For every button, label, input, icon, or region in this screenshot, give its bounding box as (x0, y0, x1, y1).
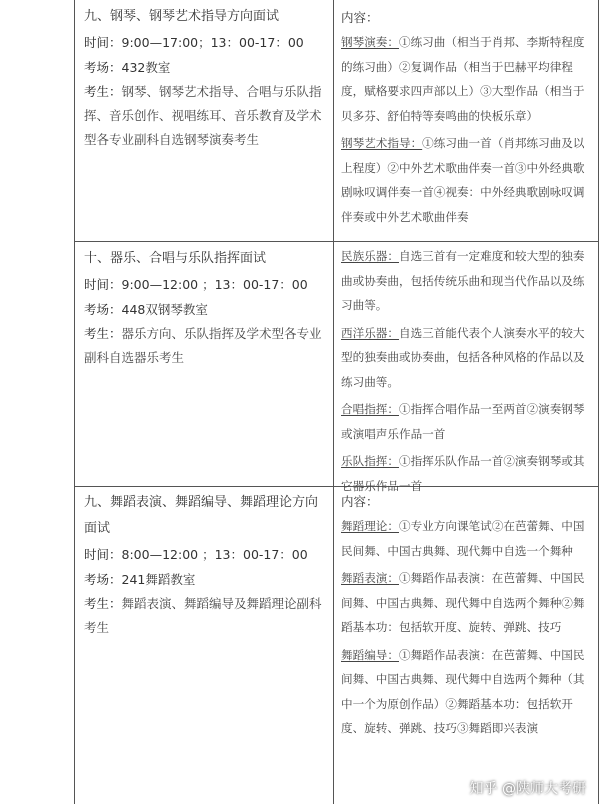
table-border-left (74, 0, 75, 804)
time-value: 9:00—17:00；13：00-17：00 (121, 35, 304, 50)
venue-line: 考场：448双钢琴教室 (84, 302, 208, 317)
item-label: 西洋乐器： (341, 325, 399, 340)
row-divider (74, 241, 599, 242)
venue-value: 241舞蹈教室 (121, 572, 196, 587)
content-item: 合唱指挥：①指挥合唱作品一至两首②演奏钢琴或演唱声乐作品一首 (341, 402, 585, 441)
content-item: 民族乐器：自选三首有一定难度和较大型的独奏曲或协奏曲，包括传统乐曲和现当代作品以及练习曲等。 (341, 249, 585, 312)
item-label: 钢琴演奏： (341, 35, 399, 49)
table-border-right (598, 0, 599, 804)
zhihu-watermark: 知乎 @陕师大考研 (469, 781, 586, 797)
item-label: 舞蹈表演： (341, 571, 399, 585)
section-title: 九、舞蹈表演、舞蹈编导、舞蹈理论方向面试 (84, 495, 319, 536)
candidates-line: 考生：器乐方向、乐队指挥及学术型各专业副科自选器乐考生 (84, 326, 322, 365)
item-label: 钢琴艺术指导： (341, 136, 423, 150)
content-label: 内容： (341, 10, 379, 25)
time-value: 9:00—12:00 ；13：00-17：00 (121, 277, 308, 292)
content-item: 舞蹈理论：①专业方向课笔试②在芭蕾舞、中国民间舞、中国古典舞、现代舞中自选一个舞种 (341, 519, 585, 558)
row-3-content (341, 490, 593, 741)
time-line: 时间：9:00—17:00；13：00-17：00 (84, 35, 304, 50)
venue-line: 考场：241舞蹈教室 (84, 572, 196, 587)
time-line: 时间：9:00—12:00 ；13：00-17：00 (84, 277, 308, 292)
item-label: 乐队指挥： (341, 454, 399, 468)
row-3-info (84, 490, 328, 640)
content-item: 舞蹈表演：①舞蹈作品表演：在芭蕾舞、中国民间舞、中国古典舞、现代舞中自选两个舞种②舞蹈基本功：包括软开度、旋转、弹跳、技巧 (341, 571, 585, 634)
content-item: 钢琴艺术指导：①练习曲一首（肖邦练习曲及以上程度）②中外艺术歌曲伴奏一首③中外经典歌剧咏叹调伴奏一首④视奏：中外经典歌剧咏叹调伴奏或中外艺术歌曲伴奏 (341, 136, 585, 224)
item-label: 民族乐器： (341, 249, 399, 263)
section-title: 九、钢琴、钢琴艺术指导方向面试 (84, 9, 280, 24)
time-value: 8:00—12:00 ；13：00-17：00 (121, 547, 308, 562)
item-label: 合唱指挥： (341, 402, 399, 416)
candidates-value: 钢琴、钢琴艺术指导、合唱与乐队指挥、音乐创作、视唱练耳、音乐教育及学术型各专业副科自选钢琴演奏考生 (84, 84, 322, 147)
content-item: 乐队指挥：①指挥乐队作品一首②演奏钢琴或其它器乐作品一首 (341, 454, 585, 493)
content-item: 舞蹈编导：①舞蹈作品表演：在芭蕾舞、中国民间舞、中国古典舞、现代舞中自选两个舞种（其中一个为原创作品）②舞蹈基本功：包括软开度、旋转、弹跳、技巧③舞蹈即兴表演 (341, 647, 585, 735)
time-line: 时间：8:00—12:00 ；13：00-17：00 (84, 547, 308, 562)
candidates-line: 考生：钢琴、钢琴艺术指导、合唱与乐队指挥、音乐创作、视唱练耳、音乐教育及学术型各专业副科自选钢琴演奏考生 (84, 84, 322, 147)
content-label: 内容： (341, 494, 379, 509)
row-2-info (84, 246, 328, 370)
row-1-content (341, 6, 593, 229)
venue-value: 448双钢琴教室 (121, 302, 208, 317)
table-column-divider (333, 0, 334, 804)
section-title: 十、器乐、合唱与乐队指挥面试 (84, 251, 267, 266)
candidates-value: 器乐方向、乐队指挥及学术型各专业副科自选器乐考生 (84, 326, 322, 365)
item-label: 舞蹈编导： (341, 647, 399, 662)
content-item: 西洋乐器：自选三首能代表个人演奏水平的较大型的独奏曲或协奏曲，包括各种风格的作品以及练习曲等。 (341, 325, 585, 389)
row-2-content (341, 244, 593, 498)
venue-line: 考场：432教室 (84, 60, 171, 75)
content-item: 钢琴演奏：①练习曲（相当于肖邦、李斯特程度的练习曲）②复调作品（相当于巴赫平均律程度，赋格要求四声部以上）③大型作品（相当于贝多芬、舒伯特等奏鸣曲的快板乐章） (341, 35, 585, 123)
venue-value: 432教室 (121, 60, 171, 75)
candidates-line: 考生：舞蹈表演、舞蹈编导及舞蹈理论副科考生 (84, 596, 322, 635)
item-label: 舞蹈理论： (341, 519, 399, 533)
candidates-value: 舞蹈表演、舞蹈编导及舞蹈理论副科考生 (84, 596, 322, 635)
row-1-info (84, 4, 328, 152)
